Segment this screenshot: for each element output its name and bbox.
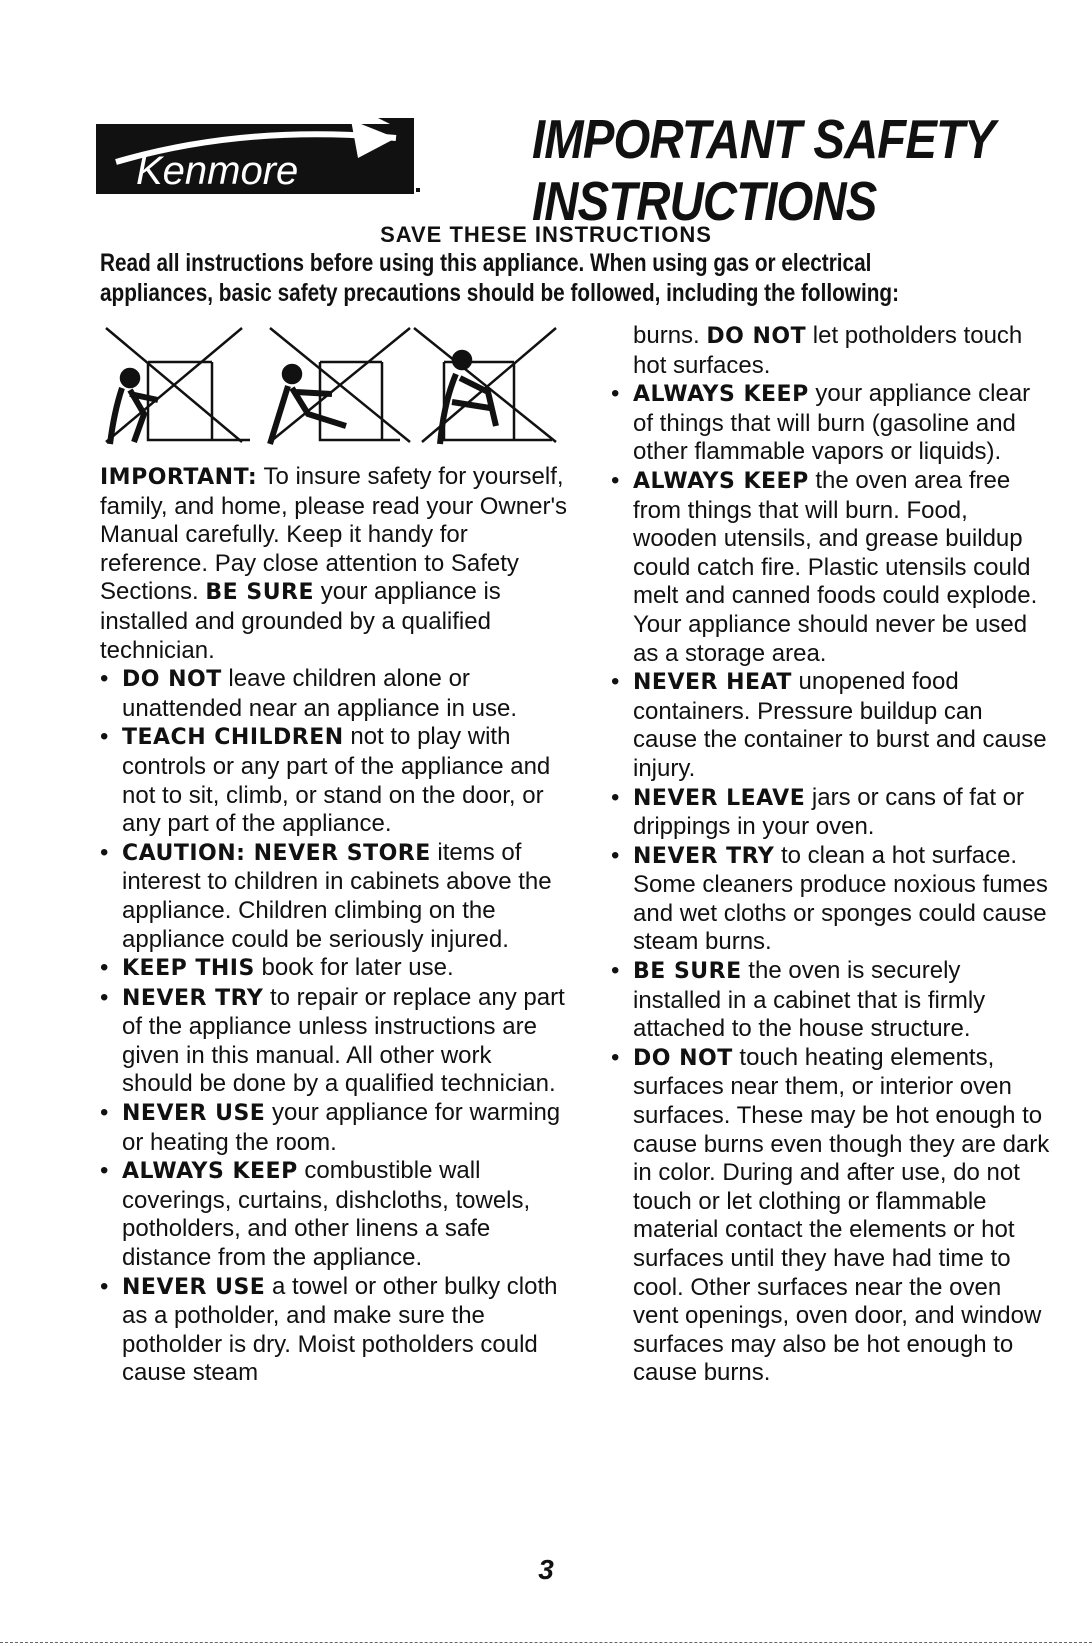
list-item: • ALWAYS KEEP combustible wall coverings, curtains, dishcloths, towels, potholders, and other linens a safe distance from the appliance. xyxy=(100,1157,531,1272)
list-item: • KEEP THIS book for later use. xyxy=(100,954,454,982)
intro-line1: Read all instructions before using this appliance. When using gas or electrical xyxy=(100,249,872,277)
list-item: • NEVER TRY to clean a hot surface. Some cleaners produce noxious fumes and wet cloths or sponges could cause steam burns. xyxy=(611,841,1048,956)
list-item: • DO NOT leave children alone or unattended near an appliance in use. xyxy=(100,665,517,722)
page-number: 3 xyxy=(538,1554,554,1585)
important-text-2: your appliance is installed and grounded by a qualified technician. xyxy=(100,578,501,664)
be-sure-label: BE SURE xyxy=(205,580,315,606)
list-item: • NEVER HEAT unopened food containers. Pressure buildup can cause the container to burst and cause injury. xyxy=(611,668,1047,782)
list-item: • NEVER TRY to repair or replace any part of the appliance unless instructions are given in this manual. All other work should be done by a qualified technician. xyxy=(100,983,565,1098)
child-oven-warning-icon xyxy=(414,328,556,444)
child-door-warning-icon xyxy=(270,328,410,444)
right-column xyxy=(611,322,1051,1388)
climbing-child-warning-icon xyxy=(106,328,250,444)
list-item: • ALWAYS KEEP the oven area free from things that will burn. Food, wooden utensils, and grease buildup could catch fire. Plastic utensils could melt and canned foods could explode. Your appliance should never be used as a storage area. xyxy=(611,466,1038,667)
list-item: • TEACH CHILDREN not to play with controls or any part of the appliance and not to sit, climb, or stand on the door, or any part of the appliance. xyxy=(100,723,551,838)
list-item: • ALWAYS KEEP your appliance clear of things that will burn (gasoline and other flammable vapors or liquids). xyxy=(611,380,1031,466)
list-item: • NEVER LEAVE jars or cans of fat or drippings in your oven. xyxy=(611,783,1024,841)
important-text: To insure safety for yourself, family, and home, please read your Owner's Manual carefully. Keep it handy for reference. Pay close attention to Safety Sections. xyxy=(100,463,568,606)
save-instructions-heading: SAVE THESE INSTRUCTIONS xyxy=(380,222,712,247)
title-line2: INSTRUCTIONS xyxy=(532,170,877,232)
child-warning-pictograms xyxy=(100,322,562,462)
list-item: • NEVER USE a towel or other bulky cloth as a potholder, and make sure the potholder is dry. Moist potholders could cause steam xyxy=(100,1272,558,1387)
list-item: • CAUTION: NEVER STORE items of interest to children in cabinets above the appliance. Children climbing on the appliance could be seriously injured. xyxy=(100,838,552,953)
intro-text xyxy=(100,248,1013,308)
important-paragraph xyxy=(100,463,568,665)
important-label: IMPORTANT: xyxy=(100,465,258,490)
title-line1: IMPORTANT SAFETY xyxy=(532,108,995,170)
kenmore-logo xyxy=(96,118,426,198)
list-item: • NEVER USE your appliance for warming or heating the room. xyxy=(100,1099,561,1156)
left-column xyxy=(100,463,568,1388)
intro-line2: appliances, basic safety precautions should be followed, including the following: xyxy=(100,279,899,307)
list-item: • BE SURE the oven is securely installed in a cabinet that is firmly attached to the house structure. xyxy=(611,957,986,1043)
page-title xyxy=(532,108,995,232)
continued-item: burns. DO NOT let potholders touch hot surfaces. xyxy=(633,322,1023,379)
brand-text: Kenmore xyxy=(136,149,299,193)
divider xyxy=(0,1642,1092,1644)
list-item: • DO NOT touch heating elements, surfaces near them, or interior oven surfaces. These may be hot enough to cause burns even though they are dark in color. During and after use, do not touch or let clothing or flammable material contact the elements or hot surfaces until they have had time to cool. Other surfaces near the oven vent openings, oven door, and window surfaces may also be hot enough to cause burns. xyxy=(611,1043,1050,1387)
